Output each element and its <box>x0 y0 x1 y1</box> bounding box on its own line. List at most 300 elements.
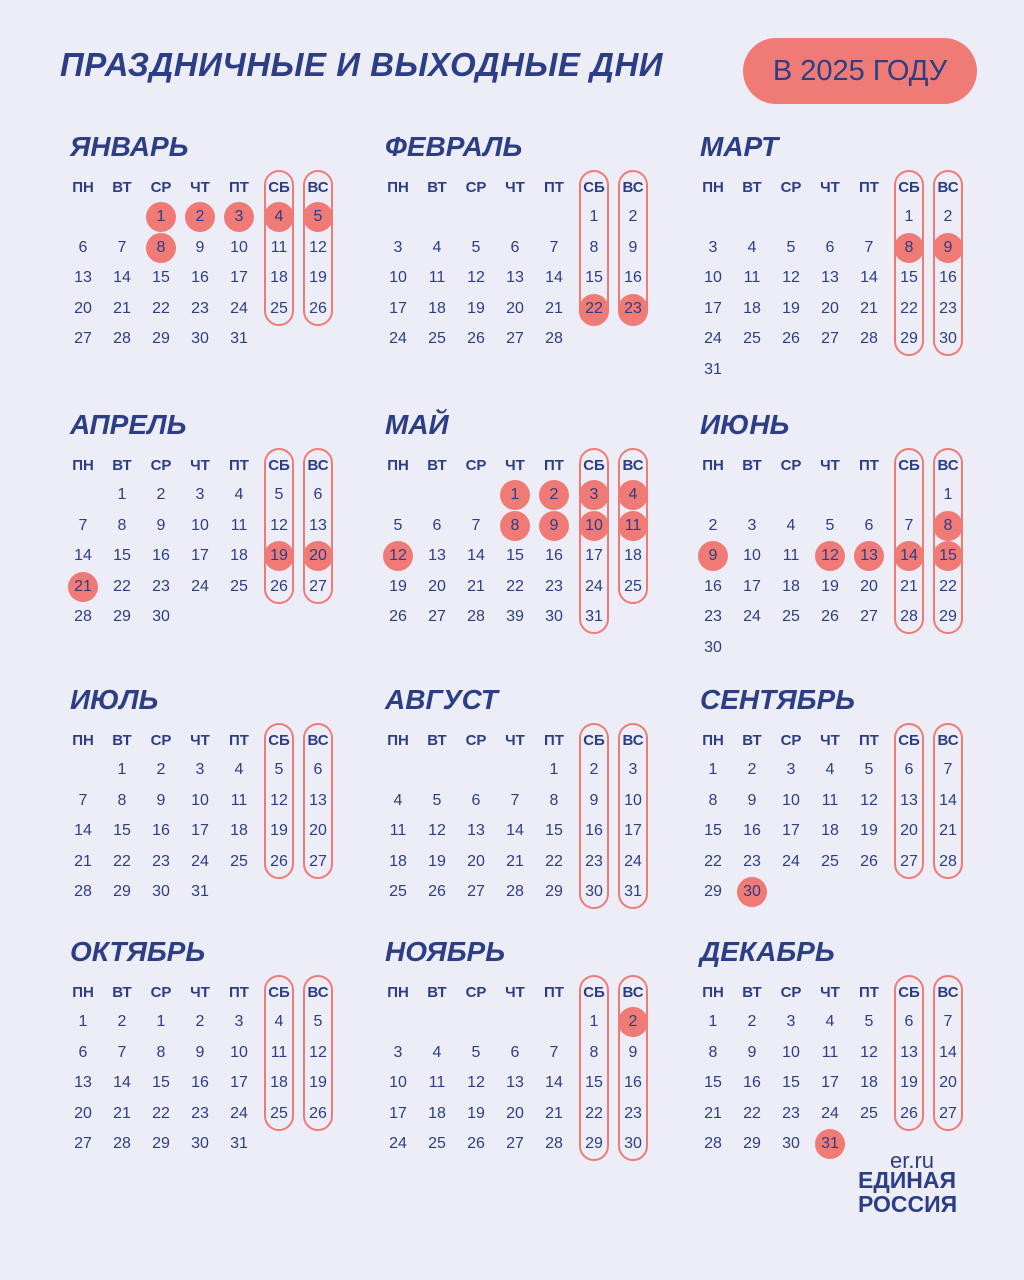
weekday-label: ЧТ <box>820 456 840 474</box>
calendar-day: 1 <box>708 1013 718 1030</box>
calendar-day: 20 <box>506 1104 524 1122</box>
calendar-day: 4 <box>786 516 796 534</box>
calendar-day: 13 <box>506 1074 524 1092</box>
calendar-day: 3 <box>786 761 796 778</box>
calendar-day: 30 <box>624 1135 642 1153</box>
calendar-day: 5 <box>864 1013 874 1030</box>
calendar-day: 9 <box>747 1043 757 1061</box>
calendar-day: 1 <box>589 208 599 225</box>
calendar-day: 22 <box>900 299 918 317</box>
calendar-day: 11 <box>230 791 248 809</box>
calendar-day: 14 <box>74 822 92 840</box>
calendar-day: 13 <box>467 822 485 840</box>
calendar-day: 22 <box>704 852 722 870</box>
calendar-day: 6 <box>78 1043 88 1061</box>
calendar-day: 17 <box>821 1074 839 1092</box>
calendar-day: 19 <box>821 577 839 595</box>
calendar-day: 5 <box>303 202 333 232</box>
calendar-day: 22 <box>545 852 563 870</box>
weekday-label: ПН <box>702 456 724 474</box>
calendar-day: 17 <box>782 822 800 840</box>
calendar-day: 6 <box>313 761 323 778</box>
calendar-day: 31 <box>624 883 642 901</box>
calendar-day: 5 <box>864 761 874 778</box>
calendar-day: 5 <box>471 1043 481 1061</box>
calendar-day: 25 <box>270 1104 288 1122</box>
weekday-label: СР <box>150 983 172 1001</box>
calendar-day: 10 <box>389 269 407 287</box>
calendar-day: 11 <box>821 791 839 809</box>
calendar-day: 1 <box>500 480 530 510</box>
weekday-label: ПТ <box>859 178 879 196</box>
calendar-day: 22 <box>113 852 131 870</box>
weekday-label: СБ <box>583 731 605 749</box>
calendar-day: 11 <box>230 516 248 534</box>
calendar-day: 15 <box>113 822 131 840</box>
calendar-day: 39 <box>506 608 524 626</box>
site-link[interactable]: er.ru <box>890 1148 935 1173</box>
calendar-day: 29 <box>900 330 918 348</box>
weekday-label: СБ <box>898 983 920 1001</box>
weekday-label: ВС <box>622 983 644 1001</box>
calendar-day: 23 <box>152 852 170 870</box>
calendar-day: 22 <box>743 1104 761 1122</box>
calendar-day: 17 <box>191 547 209 565</box>
calendar-day: 26 <box>467 330 485 348</box>
calendar-day: 23 <box>585 852 603 870</box>
weekday-label: ПН <box>387 731 409 749</box>
calendar-day: 9 <box>747 791 757 809</box>
calendar-day: 13 <box>900 1043 918 1061</box>
calendar-day: 4 <box>393 791 403 809</box>
calendar-day: 3 <box>747 516 757 534</box>
calendar-day: 9 <box>195 238 205 256</box>
calendar-day: 9 <box>589 791 599 809</box>
month-block <box>385 130 685 430</box>
calendar-day: 6 <box>510 1043 520 1061</box>
weekday-label: ВТ <box>112 731 132 749</box>
calendar-day: 30 <box>191 1135 209 1153</box>
calendar-day: 13 <box>428 547 446 565</box>
calendar-day: 19 <box>860 822 878 840</box>
calendar-day: 27 <box>74 330 92 348</box>
calendar-day: 14 <box>467 547 485 565</box>
calendar-day: 3 <box>708 238 718 256</box>
weekday-label: ЧТ <box>505 178 525 196</box>
calendar-day: 3 <box>579 480 609 510</box>
calendar-day: 29 <box>152 1135 170 1153</box>
calendar-day: 14 <box>545 269 563 287</box>
calendar-day: 20 <box>74 1104 92 1122</box>
calendar-day: 28 <box>467 608 485 626</box>
weekday-label: ПН <box>387 178 409 196</box>
calendar-day: 15 <box>152 269 170 287</box>
calendar-day: 25 <box>230 577 248 595</box>
calendar-day: 7 <box>78 791 88 809</box>
calendar-day: 31 <box>815 1129 845 1159</box>
calendar-day: 12 <box>815 541 845 571</box>
calendar-day: 12 <box>782 269 800 287</box>
calendar-day: 23 <box>704 608 722 626</box>
month-block <box>385 935 685 1235</box>
calendar-day: 30 <box>939 330 957 348</box>
calendar-day: 11 <box>270 1043 288 1061</box>
calendar-day: 4 <box>825 761 835 778</box>
calendar-day: 10 <box>743 547 761 565</box>
calendar-day: 24 <box>624 852 642 870</box>
calendar-day: 25 <box>389 883 407 901</box>
calendar-day: 23 <box>618 294 648 324</box>
calendar-day: 27 <box>74 1135 92 1153</box>
calendar-day: 14 <box>74 547 92 565</box>
calendar-day: 14 <box>939 791 957 809</box>
calendar-day: 29 <box>939 608 957 626</box>
weekday-label: ВС <box>937 983 959 1001</box>
calendar-day: 8 <box>933 511 963 541</box>
calendar-day: 16 <box>743 1074 761 1092</box>
calendar-day: 1 <box>708 761 718 778</box>
weekday-label: ПН <box>72 456 94 474</box>
weekday-label: ПН <box>702 178 724 196</box>
calendar-day: 26 <box>467 1135 485 1153</box>
calendar-day: 30 <box>737 877 767 907</box>
calendar-day: 5 <box>274 761 284 778</box>
calendar-day: 11 <box>389 822 407 840</box>
month-name: ИЮНЬ <box>700 409 790 440</box>
calendar-day: 10 <box>782 791 800 809</box>
calendar-day: 6 <box>904 1013 914 1030</box>
weekday-label: ПТ <box>229 731 249 749</box>
calendar-day: 5 <box>393 516 403 534</box>
calendar-day: 28 <box>113 1135 131 1153</box>
calendar-day: 15 <box>782 1074 800 1092</box>
calendar-day: 1 <box>78 1013 88 1030</box>
calendar-day: 26 <box>900 1104 918 1122</box>
calendar-day: 16 <box>624 269 642 287</box>
weekday-label: СР <box>150 178 172 196</box>
calendar-day: 12 <box>309 238 327 256</box>
month-block <box>70 408 370 708</box>
calendar-day: 27 <box>309 852 327 870</box>
month-name: ИЮЛЬ <box>70 684 159 715</box>
calendar-day: 11 <box>428 1074 446 1092</box>
calendar-day: 21 <box>545 1104 563 1122</box>
calendar-day: 3 <box>195 761 205 778</box>
month-name: ФЕВРАЛЬ <box>385 131 523 162</box>
weekday-label: ЧТ <box>190 456 210 474</box>
calendar-day: 29 <box>113 883 131 901</box>
weekday-label: ВС <box>307 983 329 1001</box>
weekday-label: ВТ <box>112 456 132 474</box>
calendar-day: 24 <box>585 577 603 595</box>
calendar-day: 17 <box>389 299 407 317</box>
calendar-day: 23 <box>939 299 957 317</box>
calendar-day: 18 <box>860 1074 878 1092</box>
month-name: АВГУСТ <box>385 684 498 715</box>
calendar-day: 14 <box>860 269 878 287</box>
calendar-day: 19 <box>309 269 327 287</box>
weekday-label: ВС <box>307 731 329 749</box>
calendar-day: 28 <box>506 883 524 901</box>
calendar-day: 18 <box>270 1074 288 1092</box>
calendar-day: 16 <box>545 547 563 565</box>
weekday-label: ПТ <box>544 178 564 196</box>
weekday-label: ПТ <box>859 983 879 1001</box>
calendar-day: 8 <box>146 233 176 263</box>
weekday-label: ПН <box>72 731 94 749</box>
weekday-label: ПН <box>387 983 409 1001</box>
calendar-day: 28 <box>939 852 957 870</box>
calendar-day: 10 <box>579 511 609 541</box>
calendar-day: 18 <box>821 822 839 840</box>
calendar-day: 29 <box>152 330 170 348</box>
calendar-day: 26 <box>782 330 800 348</box>
month-name: ЯНВАРЬ <box>70 131 189 162</box>
calendar-day: 21 <box>704 1104 722 1122</box>
calendar-day: 17 <box>230 1074 248 1092</box>
month-name: СЕНТЯБРЬ <box>700 684 855 715</box>
calendar-day: 31 <box>704 361 722 378</box>
weekday-label: ПН <box>72 983 94 1001</box>
calendar-day: 20 <box>467 852 485 870</box>
weekday-label: СР <box>150 456 172 474</box>
calendar-day: 22 <box>579 294 609 324</box>
weekday-label: ВТ <box>742 178 762 196</box>
weekday-label: СБ <box>268 178 290 196</box>
calendar-day: 21 <box>939 822 957 840</box>
weekday-label: ВС <box>622 178 644 196</box>
calendar-day: 9 <box>195 1043 205 1061</box>
calendar-day: 5 <box>432 791 442 809</box>
calendar-day: 2 <box>195 1013 205 1030</box>
calendar-day: 24 <box>389 1135 407 1153</box>
calendar-day: 26 <box>428 883 446 901</box>
calendar-day: 5 <box>825 516 835 534</box>
calendar-day: 3 <box>628 761 638 778</box>
calendar-day: 13 <box>74 269 92 287</box>
weekday-label: СБ <box>898 456 920 474</box>
calendar-day: 19 <box>264 541 294 571</box>
weekday-label: СР <box>780 178 802 196</box>
calendar-day: 2 <box>156 486 166 503</box>
weekday-label: ПН <box>387 456 409 474</box>
weekday-label: ВС <box>622 731 644 749</box>
calendar-day: 31 <box>585 608 603 626</box>
calendar-day: 5 <box>786 238 796 256</box>
calendar-day: 2 <box>943 208 953 225</box>
calendar-day: 8 <box>708 791 718 809</box>
calendar-day: 23 <box>624 1104 642 1122</box>
party-logo <box>858 1168 957 1216</box>
calendar-day: 8 <box>708 1043 718 1061</box>
weekday-label: СР <box>465 983 487 1001</box>
calendar-day: 26 <box>860 852 878 870</box>
calendar-day: 18 <box>389 852 407 870</box>
calendar-day: 25 <box>270 299 288 317</box>
calendar-day: 10 <box>230 1043 248 1061</box>
calendar-day: 27 <box>821 330 839 348</box>
calendar-day: 17 <box>230 269 248 287</box>
calendar-day: 7 <box>117 1043 127 1061</box>
calendar-day: 19 <box>270 822 288 840</box>
calendar-day: 16 <box>191 269 209 287</box>
calendar-day: 25 <box>821 852 839 870</box>
weekday-label: ПТ <box>544 456 564 474</box>
calendar-day: 24 <box>191 852 209 870</box>
weekday-label: ВТ <box>427 731 447 749</box>
weekday-label: СБ <box>898 178 920 196</box>
calendar-day: 1 <box>156 1013 166 1030</box>
calendar-day: 20 <box>428 577 446 595</box>
calendar-day: 15 <box>113 547 131 565</box>
calendar-day: 2 <box>589 761 599 778</box>
calendar-day: 17 <box>389 1104 407 1122</box>
calendar-day: 6 <box>904 761 914 778</box>
calendar-day: 12 <box>860 791 878 809</box>
calendar-day: 1 <box>117 486 127 503</box>
weekday-label: СБ <box>268 983 290 1001</box>
weekday-label: ПТ <box>859 456 879 474</box>
calendar-day: 28 <box>704 1135 722 1153</box>
calendar-day: 28 <box>545 1135 563 1153</box>
calendar-day: 4 <box>234 761 244 778</box>
calendar-day: 7 <box>904 516 914 534</box>
weekday-label: СР <box>780 456 802 474</box>
calendar-day: 15 <box>704 822 722 840</box>
calendar-day: 8 <box>589 1043 599 1061</box>
calendar-day: 14 <box>113 269 131 287</box>
calendar-day: 21 <box>113 1104 131 1122</box>
calendar-day: 24 <box>191 577 209 595</box>
weekday-label: ЧТ <box>505 731 525 749</box>
calendar-day: 22 <box>152 299 170 317</box>
calendar-day: 19 <box>782 299 800 317</box>
calendar-day: 16 <box>585 822 603 840</box>
weekday-label: СР <box>780 983 802 1001</box>
calendar-day: 4 <box>432 238 442 256</box>
calendar-day: 20 <box>309 822 327 840</box>
calendar-day: 28 <box>900 608 918 626</box>
calendar-day: 16 <box>743 822 761 840</box>
calendar-day: 11 <box>428 269 446 287</box>
calendar-day: 27 <box>506 330 524 348</box>
calendar-day: 16 <box>152 547 170 565</box>
calendar-day: 29 <box>704 883 722 901</box>
calendar-day: 8 <box>549 791 559 809</box>
calendar-day: 26 <box>270 577 288 595</box>
calendar-day: 30 <box>704 639 722 656</box>
calendar-day: 25 <box>230 852 248 870</box>
calendar-day: 12 <box>428 822 446 840</box>
calendar-day: 12 <box>270 791 288 809</box>
calendar-day: 15 <box>545 822 563 840</box>
calendar-day: 19 <box>309 1074 327 1092</box>
month-name: НОЯБРЬ <box>385 936 506 967</box>
calendar-day: 13 <box>900 791 918 809</box>
calendar-day: 7 <box>117 238 127 256</box>
weekday-label: СР <box>150 731 172 749</box>
weekday-label: СБ <box>268 731 290 749</box>
calendar-day: 1 <box>943 486 953 503</box>
calendar-day: 2 <box>628 208 638 225</box>
calendar-day: 31 <box>191 883 209 901</box>
calendar-day: 24 <box>230 1104 248 1122</box>
calendar-day: 4 <box>747 238 757 256</box>
calendar-day: 27 <box>467 883 485 901</box>
weekday-label: ЧТ <box>190 178 210 196</box>
calendar-day: 9 <box>539 511 569 541</box>
calendar-day: 24 <box>782 852 800 870</box>
month-name: МАЙ <box>385 409 449 440</box>
calendar-day: 20 <box>506 299 524 317</box>
weekday-label: ВТ <box>427 456 447 474</box>
weekday-label: ЧТ <box>820 983 840 1001</box>
month-block <box>70 935 370 1235</box>
calendar-day: 19 <box>428 852 446 870</box>
calendar-day: 3 <box>393 238 403 256</box>
calendar-day: 27 <box>939 1104 957 1122</box>
calendar-day: 4 <box>274 1013 284 1030</box>
calendar-day: 25 <box>624 577 642 595</box>
calendar-day: 21 <box>545 299 563 317</box>
weekday-label: ПН <box>702 731 724 749</box>
logo-line-2: РОССИЯ <box>858 1191 958 1217</box>
calendar-day: 22 <box>113 577 131 595</box>
weekday-label: ВТ <box>742 731 762 749</box>
calendar-day: 2 <box>747 761 757 778</box>
calendar-day: 3 <box>393 1043 403 1061</box>
calendar-day: 28 <box>113 330 131 348</box>
calendar-day: 9 <box>156 516 166 534</box>
calendar-day: 10 <box>191 516 209 534</box>
calendar-day: 15 <box>585 1074 603 1092</box>
calendar-day: 11 <box>270 238 288 256</box>
calendar-day: 6 <box>510 238 520 256</box>
calendar-day: 4 <box>618 480 648 510</box>
calendar-day: 14 <box>894 541 924 571</box>
calendar-day: 15 <box>585 269 603 287</box>
calendar-day: 18 <box>428 1104 446 1122</box>
weekday-label: ВТ <box>742 456 762 474</box>
calendar-day: 17 <box>191 822 209 840</box>
calendar-day: 6 <box>471 791 481 809</box>
calendar-day: 11 <box>743 269 761 287</box>
calendar-day: 26 <box>309 299 327 317</box>
calendar-day: 2 <box>156 761 166 778</box>
calendar-day: 3 <box>195 486 205 503</box>
weekday-label: ПТ <box>859 731 879 749</box>
calendar-day: 28 <box>74 608 92 626</box>
calendar-day: 27 <box>860 608 878 626</box>
calendar-day: 4 <box>264 202 294 232</box>
calendar-day: 20 <box>900 822 918 840</box>
calendar-day: 5 <box>313 1013 323 1030</box>
calendar-day: 1 <box>589 1013 599 1030</box>
calendar-day: 8 <box>156 1043 166 1061</box>
calendar-day: 13 <box>309 516 327 534</box>
calendar-day: 12 <box>270 516 288 534</box>
calendar-day: 12 <box>467 1074 485 1092</box>
calendar-day: 10 <box>782 1043 800 1061</box>
weekday-label: ЧТ <box>505 983 525 1001</box>
calendar-day: 18 <box>428 299 446 317</box>
calendar-day: 10 <box>230 238 248 256</box>
calendar-day: 9 <box>628 238 638 256</box>
weekday-label: ВТ <box>112 983 132 1001</box>
calendar-day: 21 <box>68 572 98 602</box>
calendar-day: 10 <box>389 1074 407 1092</box>
calendar-day: 2 <box>747 1013 757 1030</box>
